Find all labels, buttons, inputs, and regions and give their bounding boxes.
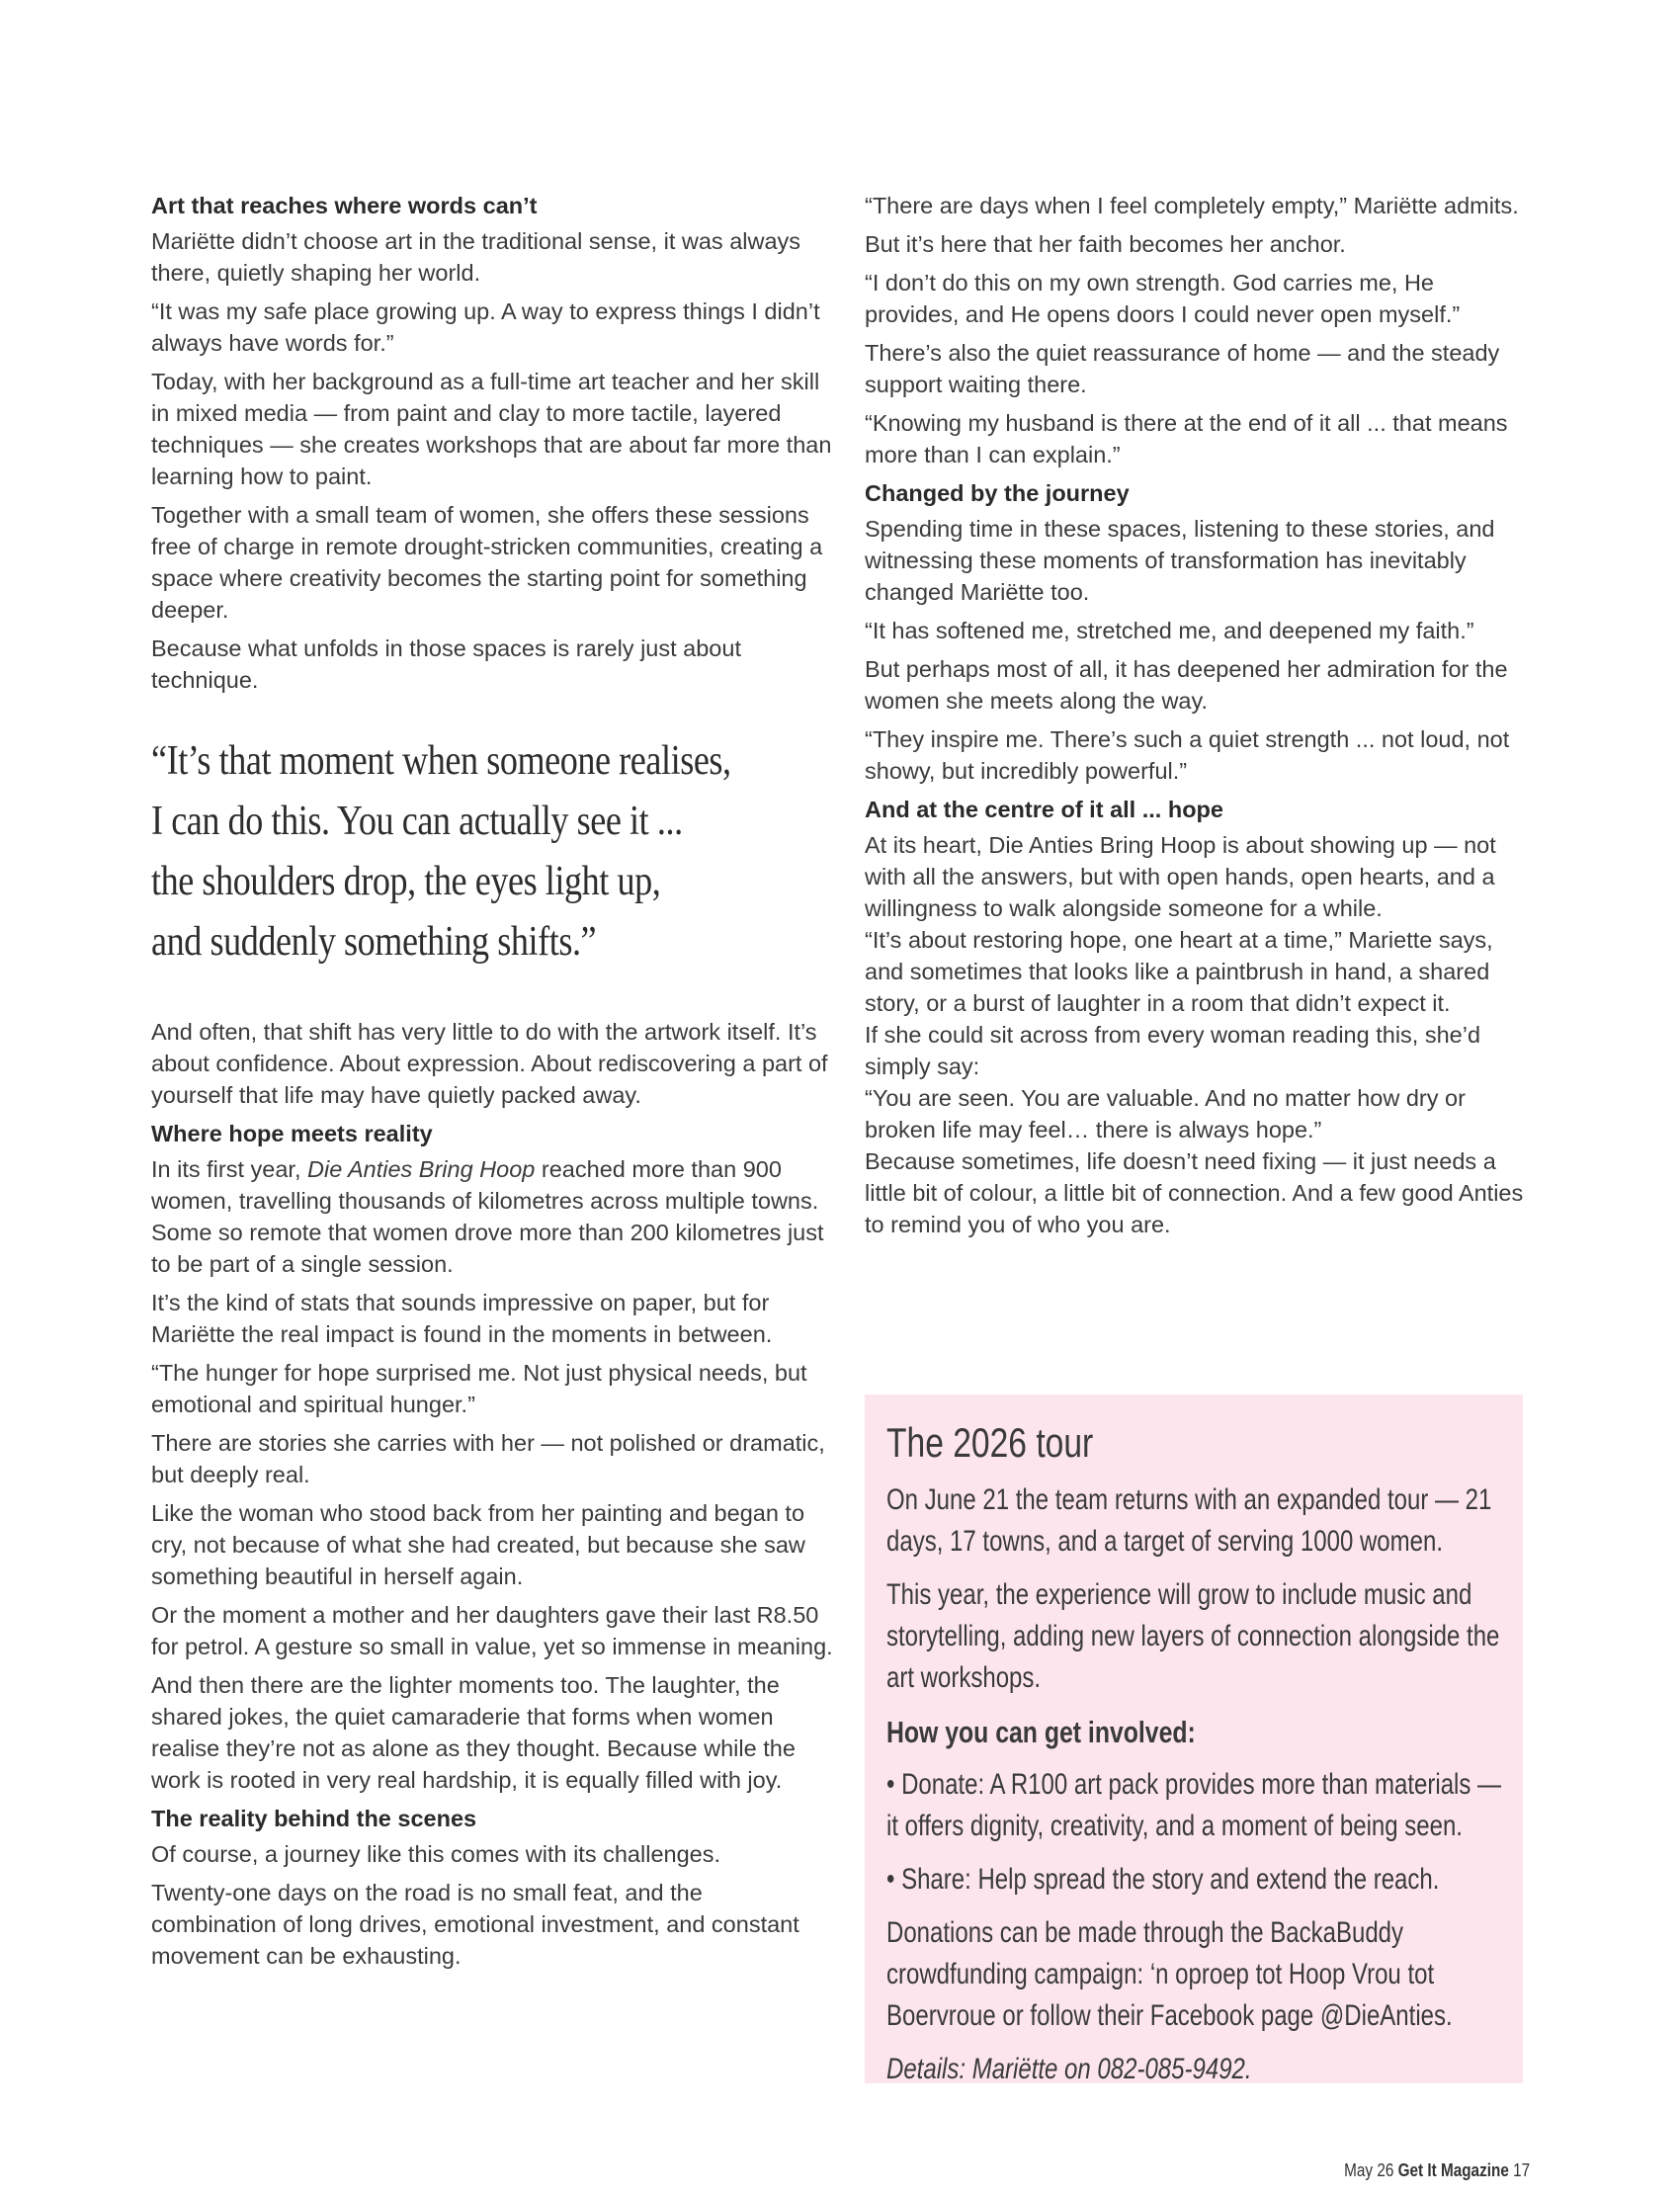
paragraph: “Knowing my husband is there at the end of it all ... that means more than I can explain.”: [865, 410, 1508, 467]
pull-quote-line: and suddenly something shifts.”: [151, 919, 597, 965]
paragraph: Today, with her background as a full-time art teacher and her skill in mixed media — from paint and clay to more tactile, layered techniques — she creates workshops that are about far more than learning how to paint.: [151, 369, 832, 489]
heading-reality: The reality behind the scenes: [151, 1806, 477, 1831]
text-fragment: In its first year,: [151, 1156, 308, 1182]
footer-issue: May 26: [1344, 2160, 1394, 2180]
paragraph: Of course, a journey like this comes with its challenges.: [151, 1841, 721, 1867]
paragraph: Spending time in these spaces, listening to these stories, and witnessing these moments of transformation has inevitably changed Mariëtte too.: [865, 516, 1495, 605]
paragraph: And often, that shift has very little to do with the artwork itself. It’s about confidence. About expression. About rediscovering a part of yourself that life may have quietly packed away.: [151, 1019, 828, 1108]
page-number: 17: [1512, 2160, 1530, 2180]
paragraph: Like the woman who stood back from her painting and began to cry, not because of what she had created, but because she saw something beautiful in herself again.: [151, 1500, 805, 1589]
text-fragment: reached more than 900 women, travelling thousands of kilometres across multiple towns. Some so remote that women drove more than 200 kilometres just to be part of a single session.: [151, 1156, 824, 1277]
page-footer: [1344, 2160, 1530, 2181]
paragraph: “It’s about restoring hope, one heart at a time,” Mariette says, and sometimes that looks like a paintbrush in hand, a shared story, or a burst of laughter in a room that didn’t expect it.: [865, 927, 1493, 1016]
paragraph: Mariëtte didn’t choose art in the traditional sense, it was always there, quietly shaping her world.: [151, 228, 801, 286]
paragraph: It’s the kind of stats that sounds impressive on paper, but for Mariëtte the real impact is found in the moments in between.: [151, 1290, 773, 1347]
pull-quote-line: the shoulders drop, the eyes light up,: [151, 859, 661, 904]
footer-magazine-name: Get It Magazine: [1397, 2160, 1509, 2180]
paragraph: “It was my safe place growing up. A way to express things I didn’t always have words for.”: [151, 298, 820, 356]
paragraph: “I don’t do this on my own strength. God carries me, He provides, and He opens doors I could never open myself.”: [865, 270, 1461, 327]
paragraph: Together with a small team of women, she offers these sessions free of charge in remote drought-stricken communities, creating a space where creativity becomes the starting point for something deeper.: [151, 502, 823, 623]
sidebar-paragraph: Donations can be made through the BackaBuddy crowdfunding campaign: ‘n oproep tot Hoop Vrou tot Boervroue or follow their Facebook page @DieAnties.: [886, 1916, 1453, 2032]
sidebar-heading: How you can get involved:: [886, 1715, 1196, 1749]
sidebar-contact-details: Details: Mariëtte on 082-085-9492.: [886, 2053, 1252, 2085]
pull-quote-line: “It’s that moment when someone realises,: [151, 738, 731, 784]
paragraph: At its heart, Die Anties Bring Hoop is about showing up — not with all the answers, but with open hands, open hearts, and a willingness to walk alongside someone for a while.: [865, 832, 1496, 921]
sidebar-paragraph: On June 21 the team returns with an expanded tour — 21 days, 17 towns, and a target of serving 1000 women.: [886, 1483, 1492, 1558]
paragraph: There are stories she carries with her — not polished or dramatic, but deeply real.: [151, 1430, 825, 1487]
paragraph: But perhaps most of all, it has deepened her admiration for the women she meets along the way.: [865, 656, 1508, 714]
paragraph: If she could sit across from every woman reading this, she’d simply say:: [865, 1022, 1481, 1079]
tour-sidebar-box: [865, 1395, 1523, 2083]
paragraph: [151, 1153, 833, 1280]
paragraph: And then there are the lighter moments too. The laughter, the shared jokes, the quiet camaraderie that forms when women realise they’re not as alone as they thought. Because while the work is rooted in very real hardship, it is equally filled with joy.: [151, 1672, 796, 1793]
right-column: [865, 190, 1532, 1240]
heading-centre: And at the centre of it all ... hope: [865, 797, 1223, 822]
heading-hope: Where hope meets reality: [151, 1121, 433, 1146]
paragraph: Twenty-one days on the road is no small feat, and the combination of long drives, emotional investment, and constant movement can be exhausting.: [151, 1880, 799, 1969]
paragraph: But it’s here that her faith becomes her anchor.: [865, 231, 1346, 257]
project-name: Die Anties Bring Hoop: [307, 1156, 536, 1182]
left-column: [151, 190, 833, 1979]
paragraph: There’s also the quiet reassurance of home — and the steady support waiting there.: [865, 340, 1500, 397]
paragraph: “They inspire me. There’s such a quiet strength ... not loud, not showy, but incredibly powerful.”: [865, 726, 1510, 784]
pull-quote-line: I can do this. You can actually see it ...: [151, 799, 683, 844]
paragraph: Or the moment a mother and her daughters gave their last R8.50 for petrol. A gesture so small in value, yet so immense in meaning.: [151, 1602, 833, 1659]
heading-art: Art that reaches where words can’t: [151, 193, 538, 218]
paragraph: “The hunger for hope surprised me. Not just physical needs, but emotional and spiritual hunger.”: [151, 1360, 807, 1417]
paragraph: Because what unfolds in those spaces is rarely just about technique.: [151, 635, 741, 693]
sidebar-title: The 2026 tour: [886, 1419, 1094, 1466]
heading-changed: Changed by the journey: [865, 480, 1130, 506]
pull-quote: [151, 731, 746, 972]
paragraph: Because sometimes, life doesn’t need fixing — it just needs a little bit of colour, a little bit of connection. And a few good Anties to remind you of who you are.: [865, 1148, 1524, 1237]
sidebar-paragraph: This year, the experience will grow to include music and storytelling, adding new layers of connection alongside the art workshops.: [886, 1578, 1500, 1694]
paragraph: “You are seen. You are valuable. And no matter how dry or broken life may feel… there is always hope.”: [865, 1085, 1466, 1142]
sidebar-content: [886, 1416, 1503, 2090]
paragraph: “There are days when I feel completely empty,” Mariëtte admits.: [865, 193, 1519, 218]
sidebar-bullet-donate: • Donate: A R100 art pack provides more than materials — it offers dignity, creativity, and a moment of being seen.: [886, 1768, 1502, 1842]
sidebar-bullet-share: • Share: Help spread the story and extend the reach.: [886, 1863, 1440, 1896]
paragraph: “It has softened me, stretched me, and deepened my faith.”: [865, 618, 1474, 643]
